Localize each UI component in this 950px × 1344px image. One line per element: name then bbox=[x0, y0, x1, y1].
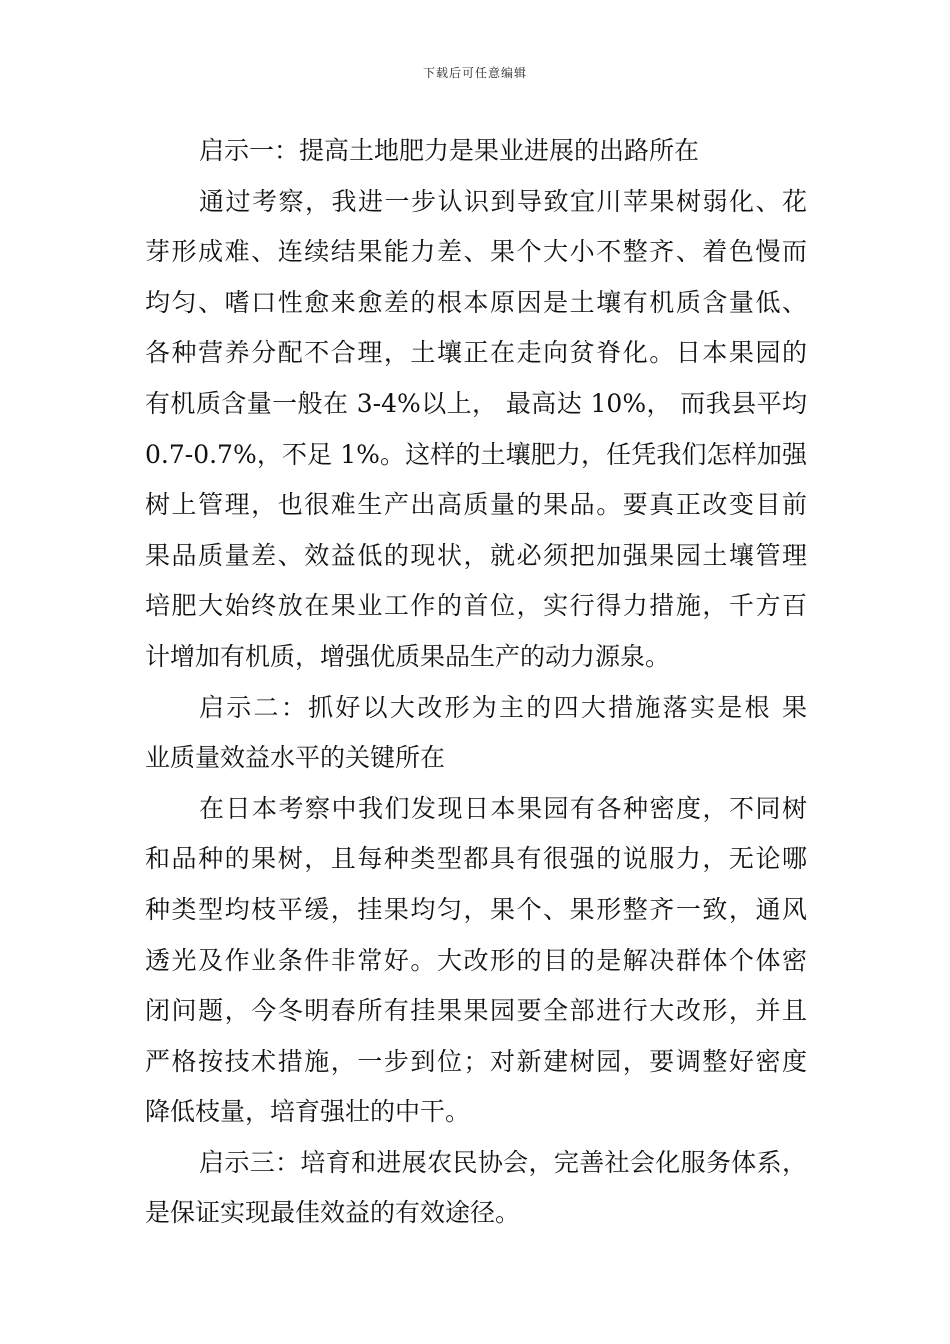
heading-insight-2: 启示二：抓好以大改形为主的四大措施落实是根 果 bbox=[199, 692, 807, 722]
paragraph-line: 种类型均枝平缓，挂果均匀，果个、果形整齐一致，通风 bbox=[145, 894, 807, 924]
paragraph-line: 果品质量差、效益低的现状，就必须把加强果园土壤管理 bbox=[145, 540, 807, 570]
paragraph-line: 均匀、嗜口性愈来愈差的根本原因是土壤有机质含量低、 bbox=[145, 287, 807, 317]
paragraph-line: 计增加有机质，增强优质果品生产的动力源泉。 bbox=[145, 641, 671, 671]
paragraph-line: 树上管理，也很难生产出高质量的果品。要真正改变目前 bbox=[145, 490, 807, 520]
paragraph-line: 各种营养分配不合理，土壤正在走向贫脊化。日本果园的 bbox=[145, 338, 807, 368]
header-note: 下载后可任意编辑 bbox=[422, 66, 527, 80]
heading-insight-2-cont: 业质量效益水平的关键所在 bbox=[145, 743, 446, 773]
document-body bbox=[145, 126, 807, 1239]
paragraph-line: 0.7-0.7%，不足 1%。这样的土壤肥力，任凭我们怎样加强 bbox=[145, 439, 807, 469]
paragraph-line: 降低枝量，培育强壮的中干。 bbox=[145, 1097, 471, 1127]
heading-insight-1: 启示一：提高土地肥力是果业进展的出路所在 bbox=[199, 136, 700, 165]
paragraph-line: 闭问题，今冬明春所有挂果果园要全部进行大改形，并且 bbox=[145, 996, 807, 1026]
heading-insight-3: 启示三：培育和进展农民协会，完善社会化服务体系， bbox=[199, 1147, 807, 1177]
paragraph-line: 培肥大始终放在果业工作的首位，实行得力措施，千方百 bbox=[145, 591, 807, 621]
paragraph-line: 在日本考察中我们发现日本果园有各种密度，不同树 bbox=[199, 793, 807, 823]
paragraph-line: 通过考察，我进一步认识到导致宜川苹果树弱化、花 bbox=[199, 186, 807, 216]
heading-insight-3-cont: 是保证实现最佳效益的有效途径。 bbox=[145, 1198, 521, 1228]
paragraph-line: 有机质含量一般在 3-4%以上， 最高达 10%， 而我县平均 bbox=[145, 388, 807, 418]
paragraph-line: 芽形成难、连续结果能力差、果个大小不整齐、着色慢而 bbox=[145, 237, 807, 267]
paragraph-line: 透光及作业条件非常好。大改形的目的是解决群体个体密 bbox=[145, 945, 807, 975]
paragraph-line: 和品种的果树，且每种类型都具有很强的说服力，无论哪 bbox=[145, 844, 807, 874]
paragraph-line: 严格按技术措施，一步到位；对新建树园，要调整好密度 bbox=[145, 1046, 807, 1076]
